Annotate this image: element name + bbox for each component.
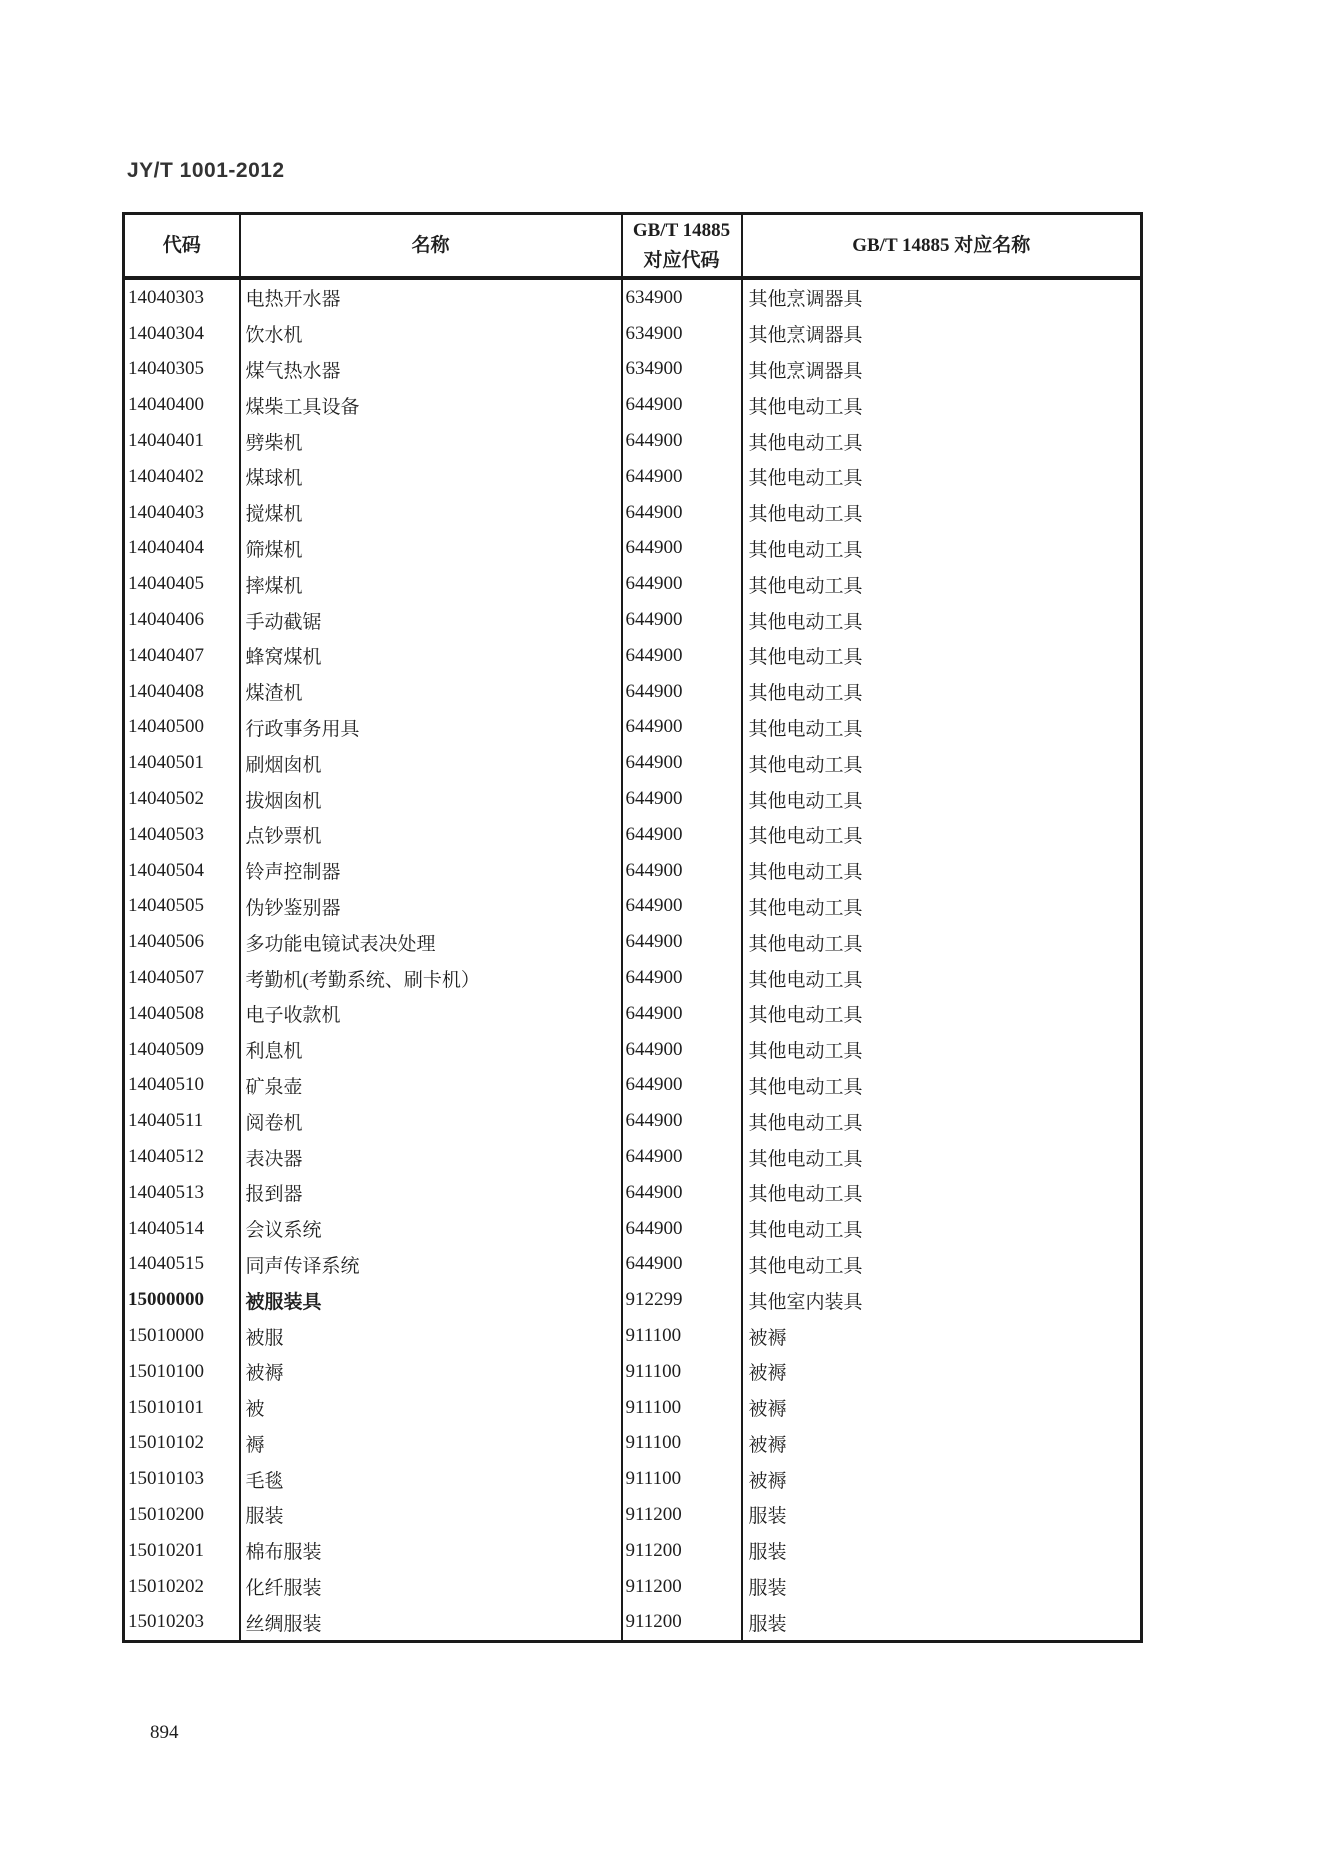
cell-name: 棉布服装 xyxy=(240,1533,622,1569)
cell-name: 手动截锯 xyxy=(240,602,622,638)
cell-code: 14040508 xyxy=(128,1002,204,1024)
header-gbt-code-line2: 对应代码 xyxy=(643,249,720,271)
cell-code: 15010201 xyxy=(128,1539,204,1561)
cell-name: 被 xyxy=(240,1390,622,1426)
cell-code: 15010102 xyxy=(128,1432,204,1454)
cell-name: 电热开水器 xyxy=(240,278,622,316)
cell-code: 14040400 xyxy=(128,394,204,416)
cell-gbt-code: 634900 xyxy=(622,352,742,388)
cell-name: 褥 xyxy=(240,1426,622,1462)
cell-gbt-name: 其他电动工具 xyxy=(742,996,1142,1032)
table-row xyxy=(124,1211,1142,1247)
table-row xyxy=(124,745,1142,781)
cell-code: 14040513 xyxy=(128,1181,204,1203)
table-row xyxy=(124,960,1142,996)
cell-code: 14040500 xyxy=(128,716,204,738)
table-row xyxy=(124,1533,1142,1569)
cell-name: 伪钞鉴别器 xyxy=(240,889,622,925)
table-row xyxy=(124,1175,1142,1211)
cell-gbt-code: 644900 xyxy=(622,1068,742,1104)
cell-code: 14040504 xyxy=(128,859,204,881)
cell-name: 阅卷机 xyxy=(240,1103,622,1139)
cell-gbt-name: 被褥 xyxy=(742,1426,1142,1462)
cell-gbt-name: 其他电动工具 xyxy=(742,1068,1142,1104)
cell-gbt-code: 644900 xyxy=(622,1247,742,1283)
table-row xyxy=(124,1461,1142,1497)
table-row xyxy=(124,387,1142,423)
cell-gbt-code: 644900 xyxy=(622,602,742,638)
cell-gbt-code: 911100 xyxy=(622,1461,742,1497)
cell-gbt-name: 其他烹调器具 xyxy=(742,352,1142,388)
table-row xyxy=(124,1569,1142,1605)
cell-gbt-name: 其他电动工具 xyxy=(742,924,1142,960)
cell-gbt-code: 644900 xyxy=(622,960,742,996)
table-row xyxy=(124,781,1142,817)
cell-code: 14040408 xyxy=(128,680,204,702)
cell-gbt-name: 其他电动工具 xyxy=(742,710,1142,746)
cell-code: 14040401 xyxy=(128,430,204,452)
cell-code: 14040404 xyxy=(128,537,204,559)
cell-gbt-name: 被褥 xyxy=(742,1318,1142,1354)
cell-gbt-name: 其他电动工具 xyxy=(742,674,1142,710)
cell-gbt-code: 644900 xyxy=(622,1139,742,1175)
cell-gbt-code: 644900 xyxy=(622,889,742,925)
cell-name: 毛毯 xyxy=(240,1461,622,1497)
cell-name: 点钞票机 xyxy=(240,817,622,853)
header-gbt-name: GB/T 14885 对应名称 xyxy=(742,214,1142,279)
table-row xyxy=(124,566,1142,602)
cell-gbt-code: 644900 xyxy=(622,924,742,960)
cell-gbt-name: 其他电动工具 xyxy=(742,638,1142,674)
table-row xyxy=(124,889,1142,925)
cell-code: 14040501 xyxy=(128,752,204,774)
cell-gbt-code: 644900 xyxy=(622,1032,742,1068)
header-gbt-code xyxy=(622,214,742,279)
table-row xyxy=(124,1497,1142,1533)
cell-code: 14040507 xyxy=(128,967,204,989)
cell-gbt-name: 被褥 xyxy=(742,1461,1142,1497)
cell-gbt-code: 634900 xyxy=(622,278,742,316)
page-number: 894 xyxy=(150,1722,179,1743)
header-name: 名称 xyxy=(240,214,622,279)
cell-gbt-code: 644900 xyxy=(622,387,742,423)
cell-code: 15010203 xyxy=(128,1611,204,1633)
cell-gbt-name: 其他电动工具 xyxy=(742,1211,1142,1247)
cell-gbt-code: 644900 xyxy=(622,1103,742,1139)
cell-gbt-name: 其他电动工具 xyxy=(742,1139,1142,1175)
header-gbt-code-line1: GB/T 14885 xyxy=(632,220,731,242)
cell-code: 14040505 xyxy=(128,895,204,917)
cell-gbt-name: 其他电动工具 xyxy=(742,459,1142,495)
cell-gbt-code: 644900 xyxy=(622,710,742,746)
cell-gbt-name: 服装 xyxy=(742,1604,1142,1641)
cell-name: 煤渣机 xyxy=(240,674,622,710)
cell-gbt-code: 911200 xyxy=(622,1533,742,1569)
table-body xyxy=(124,278,1142,1642)
table-row xyxy=(124,1604,1142,1641)
cell-name: 电子收款机 xyxy=(240,996,622,1032)
table-row xyxy=(124,924,1142,960)
standard-number-title: JY/T 1001-2012 xyxy=(127,159,285,182)
table-row xyxy=(124,674,1142,710)
cell-name: 考勤机(考勤系统、刷卡机） xyxy=(240,960,622,996)
cell-gbt-code: 644900 xyxy=(622,781,742,817)
table-row xyxy=(124,1390,1142,1426)
cell-code: 14040515 xyxy=(128,1253,204,1275)
table-row xyxy=(124,1139,1142,1175)
table-row xyxy=(124,1318,1142,1354)
cell-name: 摔煤机 xyxy=(240,566,622,602)
table-row xyxy=(124,1354,1142,1390)
cell-code: 15010101 xyxy=(128,1396,204,1418)
cell-code: 15010103 xyxy=(128,1468,204,1490)
cell-gbt-name: 其他电动工具 xyxy=(742,817,1142,853)
cell-gbt-name: 其他电动工具 xyxy=(742,423,1142,459)
cell-code: 14040403 xyxy=(128,501,204,523)
cell-gbt-name: 被褥 xyxy=(742,1354,1142,1390)
cell-code: 14040510 xyxy=(128,1074,204,1096)
cell-gbt-code: 644900 xyxy=(622,495,742,531)
cell-code: 14040503 xyxy=(128,823,204,845)
cell-name: 煤球机 xyxy=(240,459,622,495)
cell-code: 14040305 xyxy=(128,358,204,380)
cell-gbt-name: 其他电动工具 xyxy=(742,853,1142,889)
table-row xyxy=(124,278,1142,316)
table-row xyxy=(124,1068,1142,1104)
cell-code: 14040502 xyxy=(128,788,204,810)
cell-name: 劈柴机 xyxy=(240,423,622,459)
cell-name: 多功能电镜试表决处理 xyxy=(240,924,622,960)
cell-gbt-name: 服装 xyxy=(742,1533,1142,1569)
cell-gbt-code: 644900 xyxy=(622,531,742,567)
cell-name: 同声传译系统 xyxy=(240,1247,622,1283)
cell-code: 14040304 xyxy=(128,322,204,344)
cell-name: 利息机 xyxy=(240,1032,622,1068)
cell-code: 14040514 xyxy=(128,1217,204,1239)
cell-gbt-name: 其他电动工具 xyxy=(742,1103,1142,1139)
cell-name: 化纤服装 xyxy=(240,1569,622,1605)
cell-gbt-code: 911100 xyxy=(622,1390,742,1426)
cell-gbt-name: 服装 xyxy=(742,1569,1142,1605)
cell-gbt-name: 其他电动工具 xyxy=(742,566,1142,602)
cell-gbt-code: 644900 xyxy=(622,1175,742,1211)
cell-gbt-code: 911100 xyxy=(622,1426,742,1462)
cell-code: 15010202 xyxy=(128,1575,204,1597)
cell-gbt-code: 644900 xyxy=(622,459,742,495)
cell-code: 14040405 xyxy=(128,573,204,595)
table-row xyxy=(124,853,1142,889)
table-row xyxy=(124,710,1142,746)
table-row xyxy=(124,602,1142,638)
cell-gbt-code: 912299 xyxy=(622,1282,742,1318)
table-header xyxy=(124,214,1142,279)
cell-gbt-code: 644900 xyxy=(622,674,742,710)
cell-name: 丝绸服装 xyxy=(240,1604,622,1641)
cell-gbt-name: 其他电动工具 xyxy=(742,531,1142,567)
cell-gbt-name: 其他电动工具 xyxy=(742,960,1142,996)
cell-gbt-name: 其他电动工具 xyxy=(742,745,1142,781)
cell-name: 会议系统 xyxy=(240,1211,622,1247)
cell-name: 铃声控制器 xyxy=(240,853,622,889)
cell-code: 14040511 xyxy=(128,1110,204,1132)
table-row xyxy=(124,1103,1142,1139)
cell-code: 14040402 xyxy=(128,465,204,487)
cell-gbt-code: 911100 xyxy=(622,1354,742,1390)
cell-gbt-name: 其他室内装具 xyxy=(742,1282,1142,1318)
cell-code: 14040407 xyxy=(128,644,204,666)
cell-gbt-code: 644900 xyxy=(622,996,742,1032)
cell-gbt-name: 其他电动工具 xyxy=(742,1032,1142,1068)
cell-gbt-code: 911100 xyxy=(622,1318,742,1354)
code-mapping-table xyxy=(122,212,1143,1643)
cell-gbt-name: 其他电动工具 xyxy=(742,889,1142,925)
cell-gbt-code: 644900 xyxy=(622,423,742,459)
cell-name: 行政事务用具 xyxy=(240,710,622,746)
cell-gbt-code: 644900 xyxy=(622,1211,742,1247)
table-row xyxy=(124,352,1142,388)
cell-name: 拔烟囱机 xyxy=(240,781,622,817)
cell-code: 15010000 xyxy=(128,1325,204,1346)
cell-code: 14040303 xyxy=(128,286,204,308)
table-row xyxy=(124,459,1142,495)
table-row xyxy=(124,638,1142,674)
cell-name: 被服装具 xyxy=(240,1282,622,1318)
cell-name: 筛煤机 xyxy=(240,531,622,567)
cell-name: 刷烟囱机 xyxy=(240,745,622,781)
cell-gbt-code: 911200 xyxy=(622,1604,742,1641)
cell-name: 表决器 xyxy=(240,1139,622,1175)
table-row xyxy=(124,1282,1142,1318)
table-row xyxy=(124,1426,1142,1462)
table-row xyxy=(124,316,1142,352)
cell-code: 14040512 xyxy=(128,1146,204,1168)
cell-gbt-code: 644900 xyxy=(622,638,742,674)
cell-gbt-name: 其他电动工具 xyxy=(742,781,1142,817)
cell-gbt-code: 911200 xyxy=(622,1569,742,1605)
cell-name: 煤气热水器 xyxy=(240,352,622,388)
cell-name: 搅煤机 xyxy=(240,495,622,531)
cell-code: 14040506 xyxy=(128,931,204,953)
table-row xyxy=(124,817,1142,853)
cell-name: 报到器 xyxy=(240,1175,622,1211)
cell-name: 煤柴工具设备 xyxy=(240,387,622,423)
cell-gbt-name: 被褥 xyxy=(742,1390,1142,1426)
cell-gbt-name: 其他烹调器具 xyxy=(742,278,1142,316)
cell-name: 矿泉壶 xyxy=(240,1068,622,1104)
cell-gbt-name: 服装 xyxy=(742,1497,1142,1533)
cell-gbt-code: 644900 xyxy=(622,745,742,781)
table-header-row xyxy=(124,214,1142,279)
cell-gbt-name: 其他烹调器具 xyxy=(742,316,1142,352)
cell-name: 饮水机 xyxy=(240,316,622,352)
cell-gbt-code: 644900 xyxy=(622,566,742,602)
cell-gbt-name: 其他电动工具 xyxy=(742,495,1142,531)
cell-gbt-name: 其他电动工具 xyxy=(742,602,1142,638)
cell-code: 14040406 xyxy=(128,609,204,631)
cell-name: 被褥 xyxy=(240,1354,622,1390)
cell-gbt-name: 其他电动工具 xyxy=(742,1247,1142,1283)
table-row xyxy=(124,495,1142,531)
table-row xyxy=(124,531,1142,567)
cell-name: 被服 xyxy=(240,1318,622,1354)
cell-code: 14040509 xyxy=(128,1038,204,1060)
table-row xyxy=(124,996,1142,1032)
table-row xyxy=(124,1032,1142,1068)
cell-gbt-name: 其他电动工具 xyxy=(742,1175,1142,1211)
cell-name: 服装 xyxy=(240,1497,622,1533)
table-row xyxy=(124,1247,1142,1283)
cell-gbt-code: 634900 xyxy=(622,316,742,352)
cell-name: 蜂窝煤机 xyxy=(240,638,622,674)
cell-gbt-code: 911200 xyxy=(622,1497,742,1533)
cell-code: 15000000 xyxy=(128,1289,204,1311)
header-code: 代码 xyxy=(124,214,240,279)
cell-gbt-code: 644900 xyxy=(622,853,742,889)
table-row xyxy=(124,423,1142,459)
cell-code: 15010200 xyxy=(128,1503,204,1525)
cell-gbt-name: 其他电动工具 xyxy=(742,387,1142,423)
cell-gbt-code: 644900 xyxy=(622,817,742,853)
cell-code: 15010100 xyxy=(128,1360,204,1382)
